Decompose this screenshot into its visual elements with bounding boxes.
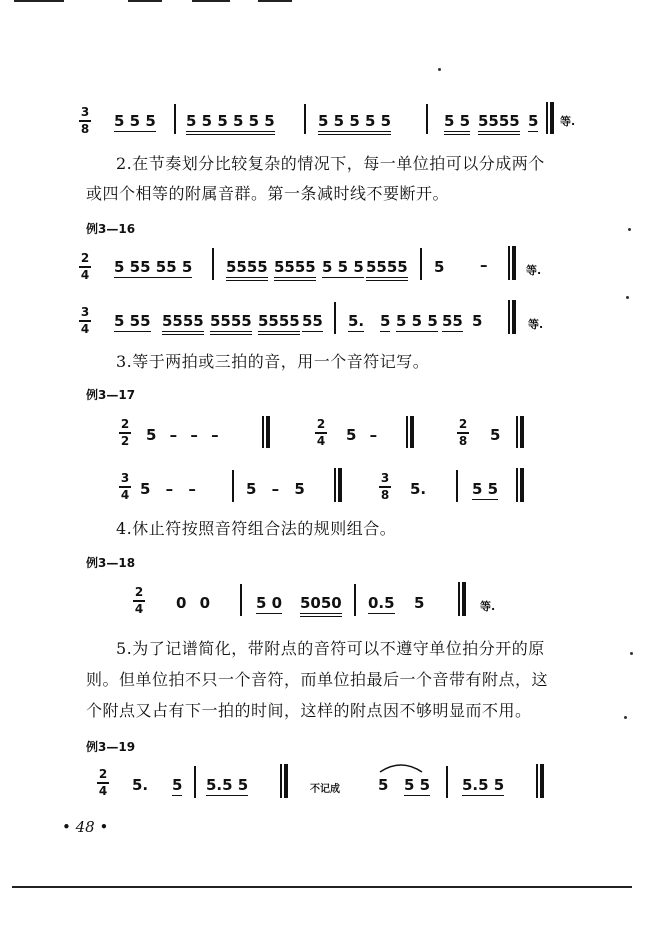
top-rule-2 bbox=[128, 0, 162, 2]
measure-1d: 5555 bbox=[258, 312, 300, 335]
final-barline bbox=[462, 582, 466, 616]
time-signature: 2 4 bbox=[134, 585, 144, 616]
example-label-3-16: 例3—16 bbox=[86, 222, 136, 236]
measure-2d: 5555 bbox=[366, 258, 408, 281]
scan-speck bbox=[630, 652, 633, 655]
time-signature: 3 8 bbox=[380, 471, 390, 502]
measure-1a: 5. bbox=[132, 776, 149, 794]
final-barline bbox=[266, 416, 270, 448]
etc-mark: 等. bbox=[528, 318, 544, 331]
barline bbox=[546, 102, 548, 134]
measure-4c: 5 bbox=[528, 112, 539, 130]
measure-1a: 5 55 bbox=[114, 312, 151, 330]
notes-a: 5 – – – bbox=[146, 426, 219, 444]
time-signature: 2 4 bbox=[98, 767, 108, 798]
etc-mark: 等. bbox=[526, 264, 542, 277]
time-signature: 3 4 bbox=[80, 305, 90, 336]
measure-2b: 5555 bbox=[274, 258, 316, 281]
time-signature: 2 4 bbox=[316, 417, 326, 448]
barline bbox=[456, 470, 458, 502]
final-barline bbox=[540, 764, 544, 798]
barline bbox=[458, 582, 460, 616]
measure-3a: 5 bbox=[378, 776, 389, 794]
measure-2c: 5 5 5 bbox=[322, 258, 364, 276]
time-signature: 2 8 bbox=[458, 417, 468, 448]
measure-1b: 5 bbox=[172, 776, 183, 794]
barline bbox=[194, 766, 196, 798]
measure-2: 5.5 5 bbox=[206, 776, 249, 794]
barline bbox=[262, 416, 264, 448]
example-label-3-18: 例3—18 bbox=[86, 556, 136, 570]
time-signature: 3 4 bbox=[120, 471, 130, 502]
measure-2: 5 – 5 bbox=[246, 480, 305, 498]
tie-arc bbox=[378, 760, 424, 774]
measure-3a: 0.5 bbox=[368, 594, 395, 612]
paragraph-5-line-2: 则。但单位拍不只一个音符，而单位拍最后一个音带有附点，这 bbox=[86, 670, 549, 689]
barline bbox=[232, 470, 234, 502]
measure-2a: 5. bbox=[348, 312, 365, 330]
paragraph-3: 3.等于两拍或三拍的音，用一个音符记写。 bbox=[116, 352, 430, 371]
barline bbox=[446, 766, 448, 798]
measure-2a: 5 0 bbox=[256, 594, 283, 612]
measure-2d: 55 bbox=[442, 312, 463, 330]
final-barline bbox=[550, 102, 554, 134]
measure-2c: 5 5 5 bbox=[396, 312, 438, 330]
paragraph-4: 4.休止符按照音符组合法的规则组合。 bbox=[116, 519, 397, 538]
paragraph-2-line-1: 2.在节奏划分比较复杂的情况下，每一单位拍可以分成两个 bbox=[116, 154, 545, 173]
notes-b: 5 – bbox=[346, 426, 378, 444]
scan-speck bbox=[628, 228, 631, 231]
measure-2b: 5050 bbox=[300, 594, 342, 617]
barline bbox=[280, 764, 282, 798]
barline bbox=[516, 468, 518, 502]
top-rule-1 bbox=[14, 0, 64, 2]
measure-1: 0 0 bbox=[176, 594, 211, 612]
scan-speck bbox=[624, 716, 627, 719]
barline bbox=[508, 246, 510, 280]
barline bbox=[508, 300, 510, 334]
measure-3b: 5 bbox=[414, 594, 425, 612]
barline bbox=[334, 468, 336, 502]
measure-1: 5 55 55 5 bbox=[114, 258, 193, 276]
measure-2b: 5 bbox=[380, 312, 391, 330]
measure-3-dash: – bbox=[480, 256, 488, 274]
top-rule-3 bbox=[192, 0, 230, 2]
final-barline bbox=[338, 468, 342, 502]
measure-1c: 5555 bbox=[210, 312, 252, 335]
etc-mark: 等. bbox=[480, 600, 496, 613]
example-label-3-19: 例3—19 bbox=[86, 740, 136, 754]
barline bbox=[420, 248, 422, 280]
paragraph-2-line-2: 或四个相等的附属音群。第一条减时线不要断开。 bbox=[86, 184, 450, 203]
final-barline bbox=[520, 416, 524, 448]
final-barline bbox=[512, 246, 516, 280]
measure-2a: 5555 bbox=[226, 258, 268, 281]
page-number: • 48 • bbox=[62, 818, 109, 836]
measure-3: 5 5 5 5 5 bbox=[318, 112, 391, 135]
measure-1: 5 5 5 bbox=[114, 112, 156, 130]
time-signature: 2 4 bbox=[80, 251, 90, 282]
scan-speck bbox=[438, 68, 441, 71]
measure-3-note: 5 bbox=[434, 258, 445, 276]
final-barline bbox=[284, 764, 288, 798]
scan-speck bbox=[626, 296, 629, 299]
barline bbox=[334, 302, 336, 334]
measure-4b: 5555 bbox=[478, 112, 520, 135]
measure-3b: 5 5 bbox=[404, 776, 431, 794]
time-signature: 2 2 bbox=[120, 417, 130, 448]
measure-1: 5 – – bbox=[140, 480, 196, 498]
final-barline bbox=[512, 300, 516, 334]
example-label-3-17: 例3—17 bbox=[86, 388, 136, 402]
bottom-rule bbox=[12, 886, 632, 888]
final-barline bbox=[520, 468, 524, 502]
barline bbox=[516, 416, 518, 448]
barline bbox=[536, 764, 538, 798]
barline bbox=[406, 416, 408, 448]
barline bbox=[426, 104, 428, 134]
top-rule-4 bbox=[258, 0, 292, 2]
measure-3: 5. bbox=[410, 480, 427, 498]
measure-1e: 55 bbox=[302, 312, 323, 330]
final-barline bbox=[410, 416, 414, 448]
measure-1b: 5555 bbox=[162, 312, 204, 335]
notes-c: 5 bbox=[490, 426, 501, 444]
measure-4: 5 5 bbox=[472, 480, 499, 498]
measure-2: 5 5 5 5 5 5 bbox=[186, 112, 275, 135]
etc-mark: 等. bbox=[560, 115, 576, 128]
barline bbox=[212, 248, 214, 280]
barline bbox=[174, 104, 176, 134]
not-written-as-label: 不记成 bbox=[310, 784, 340, 795]
paragraph-5-line-1: 5.为了记谱简化，带附点的音符可以不遵守单位拍分开的原 bbox=[116, 639, 545, 658]
measure-4a: 5 5 bbox=[444, 112, 470, 135]
measure-4: 5.5 5 bbox=[462, 776, 505, 794]
paragraph-5-line-3: 个附点又占有下一拍的时间，这样的附点因不够明显而不用。 bbox=[86, 701, 532, 720]
barline bbox=[304, 104, 306, 134]
barline bbox=[354, 584, 356, 616]
time-signature: 3 8 bbox=[80, 105, 90, 136]
barline bbox=[240, 584, 242, 616]
measure-2e: 5 bbox=[472, 312, 483, 330]
